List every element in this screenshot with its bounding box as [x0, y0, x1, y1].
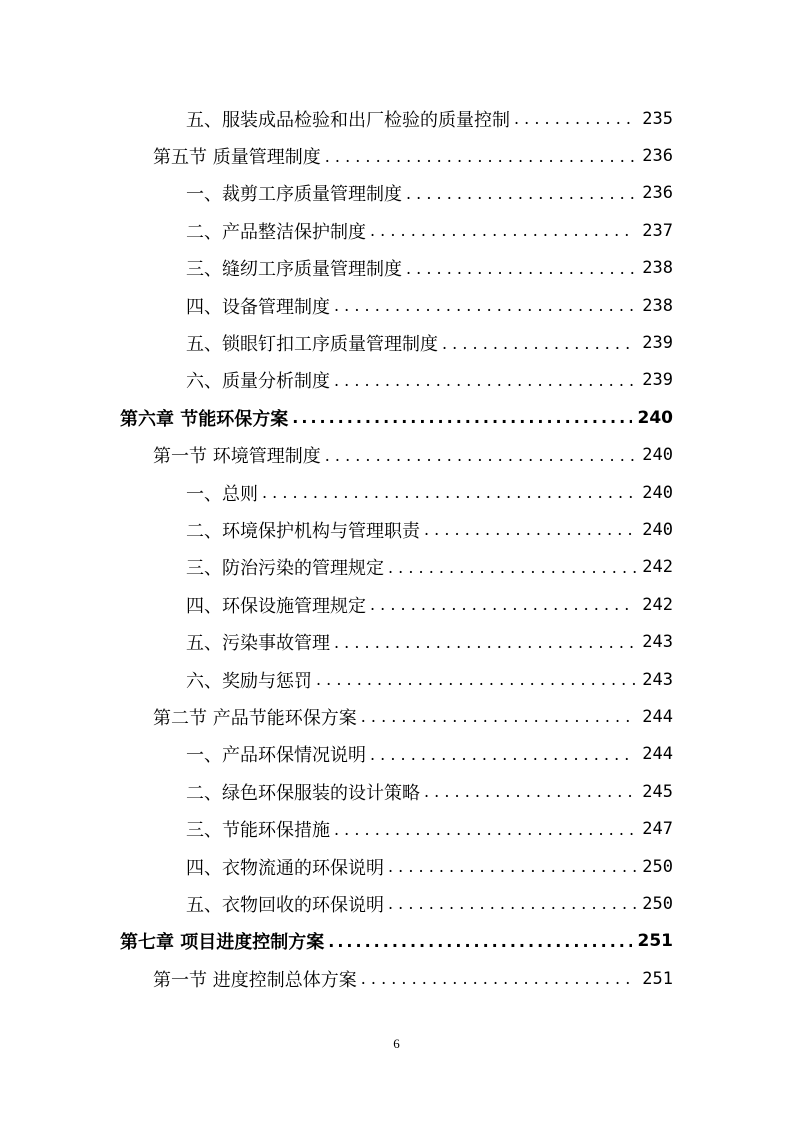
- toc-entry-page-number: 251: [637, 931, 673, 952]
- toc-section-entry[interactable]: [0, 137, 793, 174]
- toc-subsection-entry[interactable]: [0, 287, 793, 324]
- toc-entry-title: 第六章 节能环保方案: [120, 408, 289, 430]
- toc-subsection-entry[interactable]: [0, 511, 793, 548]
- toc-dot-leader: [514, 109, 636, 128]
- toc-subsection-entry[interactable]: [0, 362, 793, 399]
- toc-dot-leader: [334, 371, 636, 390]
- toc-dot-leader: [325, 147, 637, 166]
- toc-subsection-entry[interactable]: [0, 175, 793, 212]
- toc-entry-title: 第五节 质量管理制度: [153, 147, 321, 169]
- toc-entry-title: 第一节 环境管理制度: [153, 446, 321, 468]
- toc-dot-leader: [370, 221, 636, 240]
- toc-entry-page-number: 242: [642, 594, 673, 615]
- toc-entry-title: 三、防治污染的管理规定: [186, 558, 384, 580]
- toc-subsection-entry[interactable]: [0, 848, 793, 885]
- toc-entry-page-number: 244: [642, 744, 673, 765]
- toc-entry-title: 一、裁剪工序质量管理制度: [186, 184, 402, 206]
- toc-entry-title: 三、缝纫工序质量管理制度: [186, 259, 402, 281]
- toc-entry-title: 三、节能环保措施: [186, 820, 330, 842]
- table-of-contents: [0, 100, 793, 997]
- toc-subsection-entry[interactable]: [0, 773, 793, 810]
- toc-subsection-entry[interactable]: [0, 586, 793, 623]
- toc-dot-leader: [325, 446, 637, 465]
- toc-subsection-entry[interactable]: [0, 100, 793, 137]
- toc-entry-page-number: 250: [642, 856, 673, 877]
- toc-entry-page-number: 236: [642, 146, 673, 167]
- toc-entry-title: 五、污染事故管理: [186, 633, 330, 655]
- toc-section-entry[interactable]: [0, 960, 793, 997]
- toc-dot-leader: [334, 820, 636, 839]
- toc-entry-page-number: 238: [642, 295, 673, 316]
- toc-dot-leader: [406, 259, 636, 278]
- toc-dot-leader: [361, 707, 637, 726]
- toc-entry-page-number: 239: [642, 333, 673, 354]
- toc-dot-leader: [388, 558, 636, 577]
- toc-entry-page-number: 251: [642, 968, 673, 989]
- toc-entry-page-number: 244: [642, 706, 673, 727]
- toc-entry-page-number: 240: [642, 445, 673, 466]
- toc-section-entry[interactable]: [0, 698, 793, 735]
- toc-subsection-entry[interactable]: [0, 885, 793, 922]
- toc-chapter-entry[interactable]: [0, 923, 793, 960]
- toc-entry-title: 一、总则: [186, 483, 258, 505]
- toc-subsection-entry[interactable]: [0, 661, 793, 698]
- toc-subsection-entry[interactable]: [0, 474, 793, 511]
- toc-entry-title: 四、环保设施管理规定: [186, 595, 366, 617]
- toc-entry-title: 四、衣物流通的环保说明: [186, 857, 384, 879]
- toc-dot-leader: [424, 782, 636, 801]
- toc-subsection-entry[interactable]: [0, 250, 793, 287]
- toc-dot-leader: [388, 894, 636, 913]
- toc-entry-page-number: 243: [642, 632, 673, 653]
- toc-dot-leader: [361, 969, 637, 988]
- toc-entry-title: 二、产品整洁保护制度: [186, 221, 366, 243]
- toc-entry-page-number: 239: [642, 370, 673, 391]
- toc-dot-leader: [328, 932, 631, 951]
- toc-dot-leader: [334, 633, 636, 652]
- toc-entry-title: 第二节 产品节能环保方案: [153, 707, 357, 729]
- toc-dot-leader: [388, 857, 636, 876]
- toc-dot-leader: [406, 184, 636, 203]
- page-number: 6: [393, 1036, 400, 1051]
- toc-entry-page-number: 237: [642, 220, 673, 241]
- toc-entry-page-number: 243: [642, 669, 673, 690]
- toc-dot-leader: [442, 334, 636, 353]
- toc-subsection-entry[interactable]: [0, 623, 793, 660]
- toc-entry-page-number: 240: [642, 519, 673, 540]
- toc-entry-title: 四、设备管理制度: [186, 296, 330, 318]
- toc-section-entry[interactable]: [0, 437, 793, 474]
- toc-entry-page-number: 238: [642, 258, 673, 279]
- toc-entry-title: 五、衣物回收的环保说明: [186, 894, 384, 916]
- toc-entry-page-number: 245: [642, 781, 673, 802]
- toc-entry-page-number: 240: [637, 407, 673, 428]
- toc-entry-page-number: 247: [642, 819, 673, 840]
- toc-entry-page-number: 240: [642, 482, 673, 503]
- toc-dot-leader: [316, 670, 636, 689]
- toc-entry-page-number: 242: [642, 557, 673, 578]
- toc-subsection-entry[interactable]: [0, 212, 793, 249]
- toc-subsection-entry[interactable]: [0, 549, 793, 586]
- toc-entry-title: 六、质量分析制度: [186, 371, 330, 393]
- toc-entry-page-number: 235: [642, 108, 673, 129]
- toc-dot-leader: [424, 520, 636, 539]
- toc-dot-leader: [334, 296, 636, 315]
- toc-entry-title: 一、产品环保情况说明: [186, 745, 366, 767]
- toc-dot-leader: [262, 483, 636, 502]
- toc-entry-title: 五、锁眼钉扣工序质量管理制度: [186, 334, 438, 356]
- toc-entry-page-number: 250: [642, 893, 673, 914]
- toc-subsection-entry[interactable]: [0, 324, 793, 361]
- toc-chapter-entry[interactable]: [0, 399, 793, 436]
- toc-dot-leader: [370, 595, 636, 614]
- toc-entry-page-number: 236: [642, 183, 673, 204]
- toc-dot-leader: [292, 408, 631, 427]
- toc-entry-title: 二、环境保护机构与管理职责: [186, 520, 420, 542]
- toc-entry-title: 二、绿色环保服装的设计策略: [186, 782, 420, 804]
- toc-entry-title: 六、奖励与惩罚: [186, 670, 312, 692]
- toc-subsection-entry[interactable]: [0, 810, 793, 847]
- toc-entry-title: 第一节 进度控制总体方案: [153, 969, 357, 991]
- toc-subsection-entry[interactable]: [0, 736, 793, 773]
- toc-dot-leader: [370, 745, 636, 764]
- toc-entry-title: 五、服装成品检验和出厂检验的质量控制: [186, 109, 510, 131]
- toc-entry-title: 第七章 项目进度控制方案: [120, 932, 325, 954]
